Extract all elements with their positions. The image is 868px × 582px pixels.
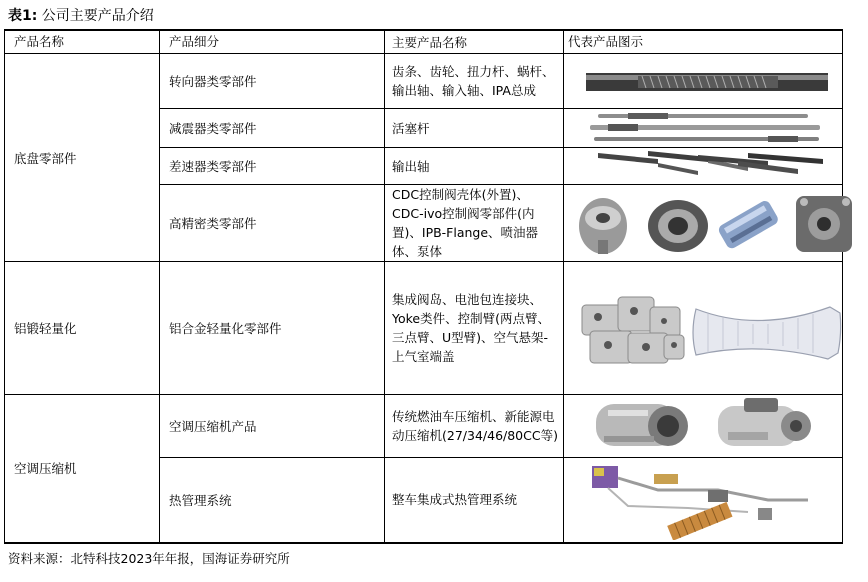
header-main-products: 主要产品名称 xyxy=(385,30,564,54)
header-representative-image: 代表产品图示 xyxy=(564,30,843,54)
aluminum-parts-photo xyxy=(564,262,843,395)
subcategory-cell: 热管理系统 xyxy=(160,458,385,543)
subcategory-cell: 减震器类零部件 xyxy=(160,109,385,148)
products-cell: 活塞杆 xyxy=(385,109,564,148)
subcategory-cell: 高精密类零部件 xyxy=(160,185,385,262)
header-row xyxy=(5,30,843,54)
thermal-system-photo xyxy=(564,458,843,543)
table-row xyxy=(5,262,843,395)
group-name-chassis: 底盘零部件 xyxy=(5,54,160,262)
products-cell: 集成阀岛、电池包连接块、Yoke类件、控制臂(两点臂、三点臂、U型臂)、空气悬架-上气室端盖 xyxy=(385,262,564,395)
products-cell: 传统燃油车压缩机、新能源电动压缩机(27/34/46/80CC等) xyxy=(385,395,564,458)
header-product-name: 产品名称 xyxy=(5,30,160,54)
products-cell: 整车集成式热管理系统 xyxy=(385,458,564,543)
steering-rack-photo xyxy=(564,54,843,109)
products-cell: 输出轴 xyxy=(385,148,564,185)
source-note: 资料来源：北特科技2023年年报，国海证券研究所 xyxy=(8,551,290,566)
table-title-text: 公司主要产品介绍 xyxy=(41,8,154,24)
table-row xyxy=(5,395,843,458)
group-name-aluminum: 铝锻轻量化 xyxy=(5,262,160,395)
precision-parts-photo xyxy=(564,185,843,262)
piston-rods-photo xyxy=(564,109,843,148)
table-title xyxy=(8,5,154,27)
subcategory-cell: 差速器类零部件 xyxy=(160,148,385,185)
products-cell: 齿条、齿轮、扭力杆、蜗杆、输出轴、输入轴、IPA总成 xyxy=(385,54,564,109)
group-name-compressor: 空调压缩机 xyxy=(5,395,160,543)
output-shafts-photo xyxy=(564,148,843,185)
products-cell: CDC控制阀壳体(外置)、CDC-ivo控制阀零部件(内置)、IPB-Flange、喷油器体、泵体 xyxy=(385,185,564,262)
table-row xyxy=(5,54,843,109)
subcategory-cell: 转向器类零部件 xyxy=(160,54,385,109)
table-number: 表1: xyxy=(8,8,38,24)
subcategory-cell: 空调压缩机产品 xyxy=(160,395,385,458)
header-product-category: 产品细分 xyxy=(160,30,385,54)
subcategory-cell: 铝合金轻量化零部件 xyxy=(160,262,385,395)
product-table xyxy=(4,29,843,544)
compressors-photo xyxy=(564,395,843,458)
